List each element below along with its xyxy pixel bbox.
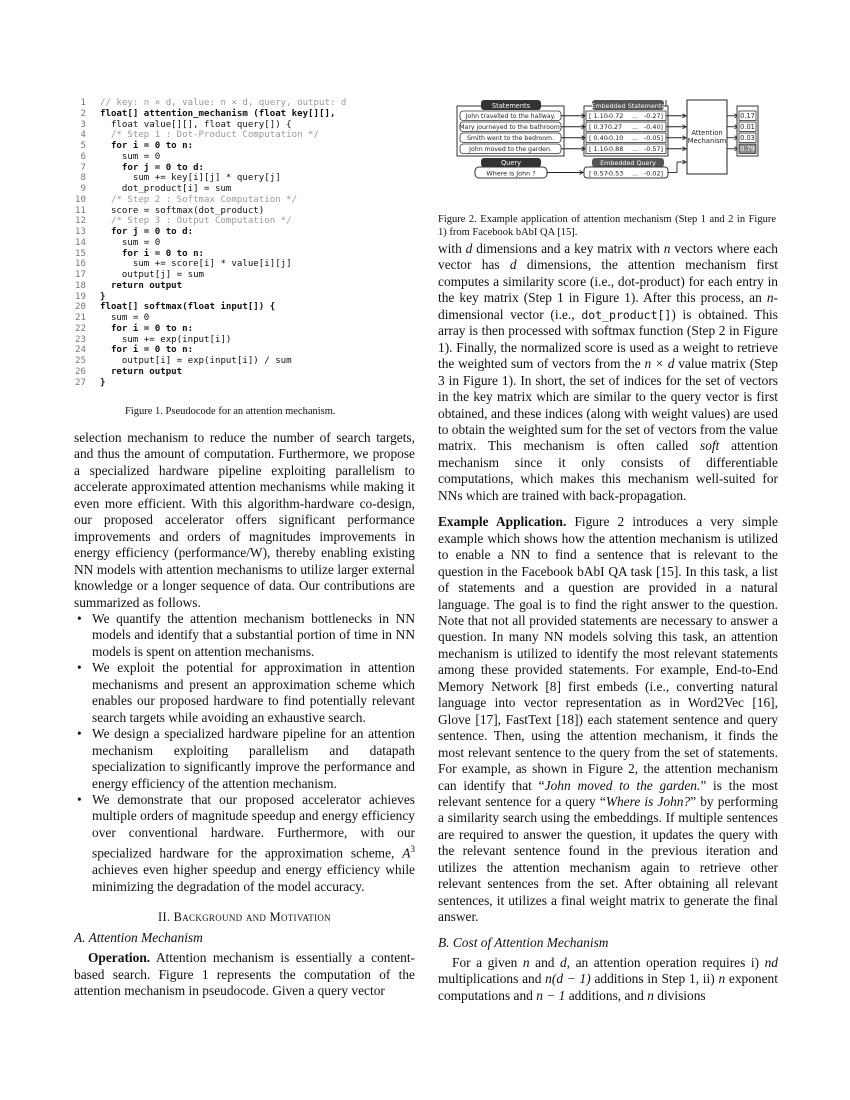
code-line-number: 3: [80, 119, 86, 130]
attention-box-line1: Attention: [691, 129, 723, 137]
embedded-statements-label: Embedded Statements: [591, 102, 665, 110]
embedding-value: [ 0.40: [589, 134, 608, 142]
code-line: for i = 0 to n:: [100, 248, 205, 259]
mechanism-paragraph: with d dimensions and a key matrix with n vectors where each vector has d dimensions, the attention mechanism first computes a similarity score (i.e., dot-product) for each entry in the key matrix (Step 1 in Figure 1). After this process, an n-dimensional vector (i.e., dot_product[]) is obtained. This array is then processed with softmax function (Step 2 in Figure 1). Finally, the normalized score is used as a weight to retrieve the weighted sum of vectors from the n × d value matrix (Step 3 in Figure 1). In short, the set of indices for the set of vectors in the key matrix which are similar to the query vector is first obtained, and these indices (along with weight values) are used to obtain the weighted sum for the set of vectors from the value matrix. This mechanism is often called soft attention mechanism since it only consists of differentiable computations, which makes this mechanism well-suited for NNs which are trained with back-propagation.: [438, 241, 778, 503]
code-line-number: 14: [75, 237, 86, 248]
embedding-value: -0.88: [606, 145, 624, 153]
code-line-number: 27: [75, 377, 86, 388]
embedding-value: ...: [631, 112, 639, 120]
embedding-value: -0.02]: [643, 169, 663, 178]
embedded-query-label: Embedded Query: [600, 159, 656, 167]
score-value: 0.79: [740, 145, 755, 153]
code-line: float value[][], float query[]) {: [100, 119, 292, 130]
code-line-number: 26: [75, 366, 86, 377]
embedding-value: -0.10: [606, 134, 624, 142]
code-line-number: 9: [80, 184, 86, 194]
code-line: output[j] = sum: [100, 270, 205, 280]
code-line-number: 12: [75, 216, 86, 227]
code-line-number: 4: [80, 130, 86, 141]
code-line-number: 1: [80, 98, 86, 108]
embedding-value: ...: [631, 123, 639, 131]
code-line-number: 13: [75, 227, 86, 237]
code-line-number: 18: [75, 280, 86, 291]
code-line: }: [100, 377, 106, 388]
code-line: for j = 0 to d:: [100, 162, 205, 173]
attention-box-line2: Mechanism: [687, 137, 727, 145]
subsection-heading-a: A. Attention Mechanism: [74, 929, 203, 945]
query-label: Query: [500, 159, 522, 167]
code-line: sum = 0: [100, 313, 150, 323]
code-line: for j = 0 to d:: [100, 227, 194, 237]
embedding-value: [ 1.10: [589, 112, 608, 120]
code-line-number: 8: [80, 173, 86, 184]
code-line-number: 22: [75, 323, 86, 334]
code-line-number: 25: [75, 356, 86, 366]
code-line-number: 21: [75, 313, 86, 323]
code-line-number: 5: [80, 141, 86, 151]
attention-example-diagram: [455, 96, 785, 182]
embedding-value: [ 1.10: [589, 145, 608, 153]
code-line: /* Step 3 : Output Computation */: [100, 216, 292, 227]
operation-paragraph: Operation. Attention mechanism is essentially a content-based search. Figure 1 represents the computation of the attention mechanism in pseudocode. Given a query vector: [74, 950, 416, 998]
embedding-value: -0.53: [606, 169, 624, 178]
code-line-number: 7: [80, 162, 86, 173]
code-line-number: 11: [75, 205, 86, 216]
statements-label: Statements: [491, 102, 531, 110]
embedding-value: -0.72: [606, 112, 624, 120]
code-line-number: 17: [75, 270, 86, 280]
right-column: [438, 241, 778, 1004]
left-column: [74, 430, 415, 999]
code-line: float[] attention_mechanism (float key[][],: [100, 108, 336, 119]
code-line-number: 2: [80, 108, 86, 119]
code-line-number: 6: [80, 151, 86, 162]
code-line: /* Step 1 : Dot-Product Computation */: [100, 130, 319, 141]
pseudocode-figure: [72, 98, 402, 390]
pseudocode-listing: [72, 98, 402, 390]
embedding-value: [ 0.57: [589, 169, 608, 178]
embedding-value: -0.57]: [643, 145, 663, 153]
code-line: sum += score[i] * value[i][j]: [100, 259, 292, 270]
list-item: • We design a specialized hardware pipeline for an attention mechanism exploiting parallelism and datapath specialization to significantly improve the performance and energy efficiency of the attention mechanism.: [92, 726, 415, 792]
code-line: sum = 0: [100, 237, 161, 248]
figure2-caption: Figure 2. Example application of attention mechanism (Step 1 and 2 in Figure 1) from Facebook bAbI QA [15].: [438, 214, 776, 238]
code-line-number: 23: [75, 334, 86, 345]
list-item: • We demonstrate that our proposed accelerator achieves multiple orders of magnitude speedup and energy efficiency over conventional hardware. Furthermore, with our specialized hardware for the approximation scheme, $A^3$ achieves even higher speedup and energy efficiency while minimizing the degradation of the model accuracy.: [92, 792, 415, 895]
code-line: sum += key[i][j] * query[j]: [100, 173, 281, 184]
embedding-value: ...: [631, 169, 639, 178]
embedding-value: -0.27]: [643, 112, 663, 120]
example-paragraph: Example Application. Figure 2 introduces a very simple example which shows how the attention mechanism is utilized to enable a NN to find a sentence that is relevant to the question in the Facebook bAbI QA task [15]. In this task, a list of statements and a question are provided in a natural language. The goal is to find the right answer to the question. Note that not all provided statements are necessary to answer a question. In many NN models solving this task, an attention mechanism is utilized to identify the most relevant statements among these provided statements. For example, End-to-End Memory Network [8] first embeds (i.e., converting natural language into vector representation as in Word2Vec [16], Glove [17], FastText [18]) each statement sentence and query sentence. Then, using the attention mechanism, it finds the most relevant sentence to the query from the set of statements. For example, as shown in Figure 2, the attention mechanism can identify that “John moved to the garden.” is the most relevant sentence for a query “Where is John?” by performing a similarity search using the embeddings. If multiple sentences are required to answer the question, it updates the query with the relevant sentence found in the previous iteration and utilizes the attention mechanism again to retrieve other relevant sentences from the set. After obtaining all relevant sentences, it utilizes a final weight matrix to generate the final answer.: [438, 514, 778, 925]
statement-text: John travelled to the hallway.: [465, 113, 556, 120]
statement-text: Mary journeyed to the bathroom.: [459, 124, 562, 131]
score-value: 0.17: [740, 112, 755, 120]
code-line: score = softmax(dot_product): [100, 205, 265, 216]
code-line-number: 19: [75, 291, 86, 302]
embedding-value: ...: [631, 134, 639, 142]
subsection-heading-b: B. Cost of Attention Mechanism: [438, 934, 609, 950]
code-line: output[i] = exp(input[i]) / sum: [100, 356, 292, 366]
code-line: dot_product[i] = sum: [100, 184, 232, 194]
code-line: }: [100, 291, 106, 302]
embedding-value: -0.40]: [643, 123, 663, 131]
embedding-value: -0.05]: [643, 134, 663, 142]
code-line-number: 16: [75, 259, 86, 270]
code-line-number: 10: [75, 194, 86, 205]
code-line: float[] softmax(float input[]) {: [100, 302, 276, 313]
score-value: 0.03: [740, 134, 755, 142]
score-value: 0.01: [740, 123, 755, 131]
statement-text: John moved to the garden.: [469, 146, 552, 153]
code-line: return output: [100, 366, 183, 377]
code-line: for i = 0 to n:: [100, 141, 194, 151]
code-line: for i = 0 to n:: [100, 323, 194, 334]
statement-text: Smith went to the bedroom.: [466, 135, 555, 142]
code-line-number: 24: [75, 345, 86, 356]
code-line: sum += exp(input[i]): [100, 334, 232, 345]
code-line: return output: [100, 280, 183, 291]
cost-paragraph: For a given n and d, an attention operation requires i) nd multiplications and n(d − 1) additions in Step 1, ii) n exponent computations and n − 1 additions, and n divisions: [438, 955, 778, 1003]
code-line: for i = 0 to n:: [100, 345, 194, 356]
code-line: sum = 0: [100, 151, 161, 162]
embedding-value: 0.27: [607, 123, 623, 131]
section-heading: II. Background and Motivation: [158, 910, 331, 925]
contributions-list: [74, 611, 415, 895]
intro-paragraph: selection mechanism to reduce the number of search targets, and thus the amount of computation. Furthermore, we propose a specialized hardware pipeline exploiting parallelism to accelerate approximated attention mechanisms while making it even more efficient. With this algorithm-hardware co-design, our proposed accelerator offers significant performance improvements and orders of magnitudes improvements in energy efficiency (performance/W), thereby enabling existing NN models with attention mechanisms to utilize larger external knowledge or a longer sequence of data. Our contributions are summarized as follows.: [74, 430, 415, 610]
code-line-number: 15: [75, 248, 86, 259]
a3-symbol: A: [402, 845, 411, 861]
embedding-value: ...: [631, 145, 639, 153]
list-item: • We exploit the potential for approximation in attention mechanisms and present an approximation scheme which enables our proposed hardware to find potentially relevant search targets while avoiding an exhaustive search.: [92, 660, 415, 726]
code-line: /* Step 2 : Softmax Computation */: [100, 194, 298, 205]
list-item: • We quantify the attention mechanism bottlenecks in NN models and identify that a substantial portion of time in NN models is spent on attention mechanisms.: [92, 611, 415, 660]
code-line: // key: n × d, value: n × d, query, output: d: [100, 98, 347, 108]
code-line-number: 20: [75, 302, 86, 313]
embedding-value: [ 0.37: [589, 123, 608, 131]
figure1-caption: Figure 1. Pseudocode for an attention mechanism.: [125, 406, 336, 417]
query-text: Where is John ?: [486, 169, 536, 178]
